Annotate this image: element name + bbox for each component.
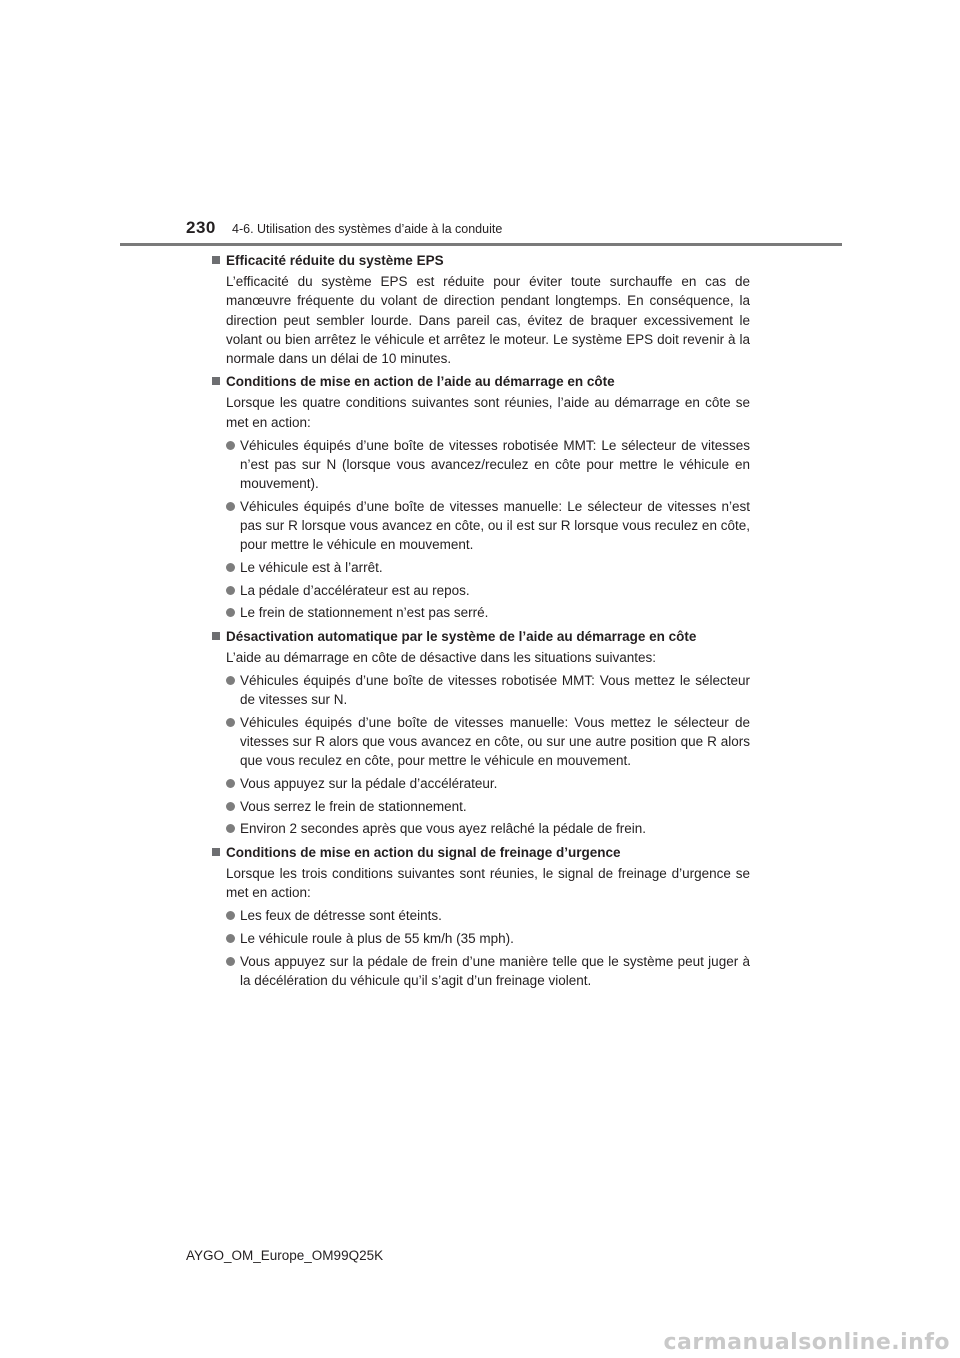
list-item-text: Environ 2 secondes après que vous ayez relâché la pédale de frein. xyxy=(240,821,647,837)
list-item xyxy=(212,797,750,816)
list-item-text: Le frein de stationnement n’est pas serré. xyxy=(240,605,489,621)
circle-bullet-icon xyxy=(226,608,235,617)
section-hill-start-deactivation xyxy=(212,627,750,839)
section-paragraph: L’efficacité du système EPS est réduite pour éviter toute surchauffe en cas de manœuvre fréquente du volant de direction pendant longtemps. En conséquence, la direction peut sembler lourde. Dans pareil cas, évitez de braquer excessivement le volant ou bien arrêtez le véhicule et arrêtez le moteur. Le système EPS doit revenir à la normale dans un délai de 10 minutes. xyxy=(226,274,750,367)
list-item xyxy=(212,929,750,948)
list-item-text: Véhicules équipés d’une boîte de vitesses robotisée MMT: Le sélecteur de vitesses n’est pas sur N (lorsque vous avancez/reculez en côte pour mettre le véhicule en mouvement). xyxy=(240,437,750,492)
bullet-list xyxy=(212,671,750,839)
section-heading xyxy=(212,372,750,391)
list-item xyxy=(212,558,750,577)
square-bullet-icon xyxy=(212,377,220,385)
circle-bullet-icon xyxy=(226,779,235,788)
section-title: Conditions de mise en action de l’aide au démarrage en côte xyxy=(226,374,615,390)
section-title: Désactivation automatique par le système de l’aide au démarrage en côte xyxy=(226,628,697,644)
list-item xyxy=(212,436,750,494)
bullet-list xyxy=(212,436,750,623)
section-heading xyxy=(212,627,750,646)
list-item-text: Véhicules équipés d’une boîte de vitesses manuelle: Le sélecteur de vitesses n’est pas sur R lorsque vous avancez en côte, ou il est sur R lorsque vous reculez en côte, pour mettre le véhicule en mouvement. xyxy=(240,498,750,553)
square-bullet-icon xyxy=(212,256,220,264)
circle-bullet-icon xyxy=(226,676,235,685)
circle-bullet-icon xyxy=(226,802,235,811)
list-item-text: Le véhicule est à l’arrêt. xyxy=(240,560,383,576)
list-item xyxy=(212,671,750,709)
circle-bullet-icon xyxy=(226,934,235,943)
list-item xyxy=(212,497,750,555)
main-content xyxy=(212,251,750,994)
list-item-text: Les feux de détresse sont éteints. xyxy=(240,908,442,924)
bullet-list xyxy=(212,906,750,990)
section-paragraph: Lorsque les trois conditions suivantes sont réunies, le signal de freinage d’urgence se met en action: xyxy=(226,865,750,901)
list-item-text: La pédale d’accélérateur est au repos. xyxy=(240,582,470,598)
list-item xyxy=(212,952,750,990)
watermark-link[interactable]: carmanualsonline.info xyxy=(663,1330,950,1355)
square-bullet-icon xyxy=(212,632,220,640)
list-item xyxy=(212,906,750,925)
page-number: 230 xyxy=(186,218,216,237)
section-heading xyxy=(212,843,750,862)
circle-bullet-icon xyxy=(226,586,235,595)
circle-bullet-icon xyxy=(226,563,235,572)
section-paragraph: Lorsque les quatre conditions suivantes sont réunies, l’aide au démarrage en côte se met en action: xyxy=(226,395,750,430)
document-code: AYGO_OM_Europe_OM99Q25K xyxy=(186,1248,384,1263)
list-item-text: Le véhicule roule à plus de 55 km/h (35 mph). xyxy=(240,931,514,946)
section-title: Conditions de mise en action du signal de freinage d’urgence xyxy=(226,844,621,860)
circle-bullet-icon xyxy=(226,441,235,450)
circle-bullet-icon xyxy=(226,957,235,966)
square-bullet-icon xyxy=(212,848,220,856)
list-item-text: Vous serrez le frein de stationnement. xyxy=(240,798,467,814)
circle-bullet-icon xyxy=(226,911,235,920)
list-item-text: Vous appuyez sur la pédale d’accélérateur. xyxy=(240,776,498,792)
chapter-title: 4-6. Utilisation des systèmes d’aide à la conduite xyxy=(232,222,503,236)
circle-bullet-icon xyxy=(226,824,235,833)
section-emergency-brake-signal xyxy=(212,843,750,990)
list-item-text: Véhicules équipés d’une boîte de vitesses manuelle: Vous mettez le sélecteur de vitesses sur R alors que vous avancez en côte, ou sur une autre position que R alors que vous reculez en côte, pour mettre le véhicule en mouvement. xyxy=(240,714,750,769)
section-eps xyxy=(212,251,750,368)
section-heading xyxy=(212,251,750,270)
circle-bullet-icon xyxy=(226,718,235,727)
list-item xyxy=(212,819,750,838)
list-item xyxy=(212,713,750,771)
section-hill-start-conditions xyxy=(212,372,750,622)
list-item xyxy=(212,603,750,622)
list-item xyxy=(212,774,750,793)
section-paragraph: L’aide au démarrage en côte de désactive dans les situations suivantes: xyxy=(226,649,657,665)
section-title: Efficacité réduite du système EPS xyxy=(226,253,444,268)
list-item xyxy=(212,581,750,600)
circle-bullet-icon xyxy=(226,502,235,511)
list-item-text: Vous appuyez sur la pédale de frein d’une manière telle que le système peut juger à la décélération du véhicule qu’il s’agit d’un freinage violent. xyxy=(240,953,750,988)
header-divider xyxy=(120,243,842,246)
list-item-text: Véhicules équipés d’une boîte de vitesses robotisée MMT: Vous mettez le sélecteur de vitesses sur N. xyxy=(240,673,750,708)
